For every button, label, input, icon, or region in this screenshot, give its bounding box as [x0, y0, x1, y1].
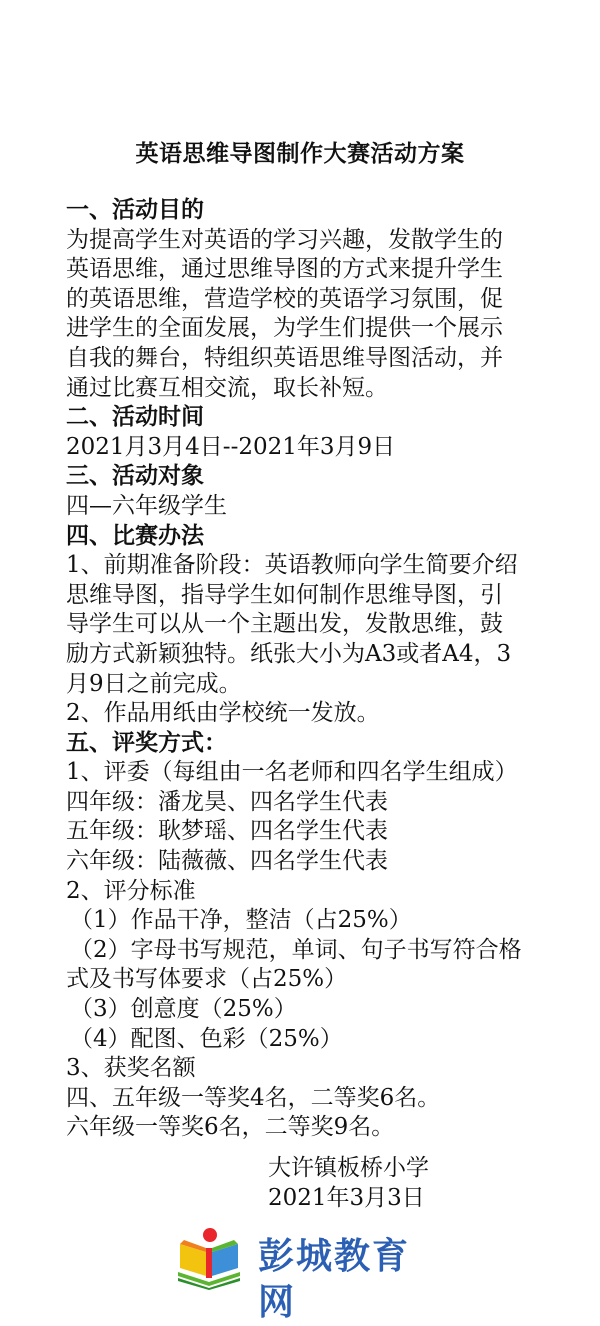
body-line: 六年级：陆薇薇、四名学生代表 [66, 848, 388, 875]
body-line: （1）作品干净，整洁（占25%） [70, 907, 412, 934]
body-line: 2、作品用纸由学校统一发放。 [66, 700, 380, 727]
body-line: 四年级：潘龙昊、四名学生代表 [66, 788, 388, 815]
body-line: （4）配图、色彩（25%） [70, 1025, 343, 1052]
document-body [66, 196, 556, 1143]
body-line: 思维导图，指导学生如何制作思维导图，引 [66, 581, 503, 608]
body-line: 励方式新颖独特。纸张大小为A3或者A4，3 [66, 640, 512, 667]
body-line: 2021月3月4日--2021年3月9日 [66, 433, 396, 460]
signature-block [268, 1153, 429, 1213]
body-line: 为提高学生对英语的学习兴趣，发散学生的 [66, 226, 503, 253]
body-line: 四—六年级学生 [66, 492, 227, 519]
signature-date: 2021年3月3日 [268, 1185, 425, 1211]
body-line: 自我的舞台，特组织英语思维导图活动，并 [66, 344, 503, 371]
section-heading: 二、活动时间 [66, 404, 204, 431]
body-line: 月9日之前完成。 [66, 670, 242, 697]
body-line: 式及书写体要求（占25%） [66, 966, 348, 993]
body-line: 2、评分标准 [66, 877, 196, 904]
body-line: 四、五年级一等奖4名，二等奖6名。 [66, 1084, 441, 1111]
book-logo-icon [176, 1226, 242, 1290]
section-heading: 四、比赛办法 [66, 522, 204, 549]
body-line: 五年级：耿梦瑶、四名学生代表 [66, 818, 388, 845]
body-line: （3）创意度（25%） [70, 996, 297, 1023]
body-line: 3、获奖名额 [66, 1055, 196, 1082]
section-heading: 一、活动目的 [66, 197, 204, 223]
body-line: 1、评委（每组由一名老师和四名学生组成） [66, 759, 518, 786]
body-line: （2）字母书写规范，单词、句子书写符合格 [70, 936, 522, 963]
body-line: 的英语思维，营造学校的英语学习氛围，促 [66, 285, 503, 312]
body-line: 进学生的全面发展，为学生们提供一个展示 [66, 315, 503, 342]
body-line: 1、前期准备阶段：英语教师向学生简要介绍 [66, 552, 518, 579]
body-line: 导学生可以从一个主题出发，发散思维，鼓 [66, 611, 503, 638]
signature-school: 大许镇板桥小学 [268, 1155, 429, 1181]
section-heading: 三、活动对象 [66, 463, 204, 490]
section-heading: 五、评奖方式： [66, 729, 227, 756]
body-line: 六年级一等奖6名，二等奖9名。 [66, 1114, 395, 1141]
site-logo [176, 1226, 436, 1323]
logo-text: 彭城教育网 [258, 1236, 411, 1323]
body-line: 通过比赛互相交流，取长补短。 [66, 374, 388, 401]
body-line: 英语思维，通过思维导图的方式来提升学生 [66, 256, 503, 283]
document-title: 英语思维导图制作大赛活动方案 [135, 141, 465, 167]
